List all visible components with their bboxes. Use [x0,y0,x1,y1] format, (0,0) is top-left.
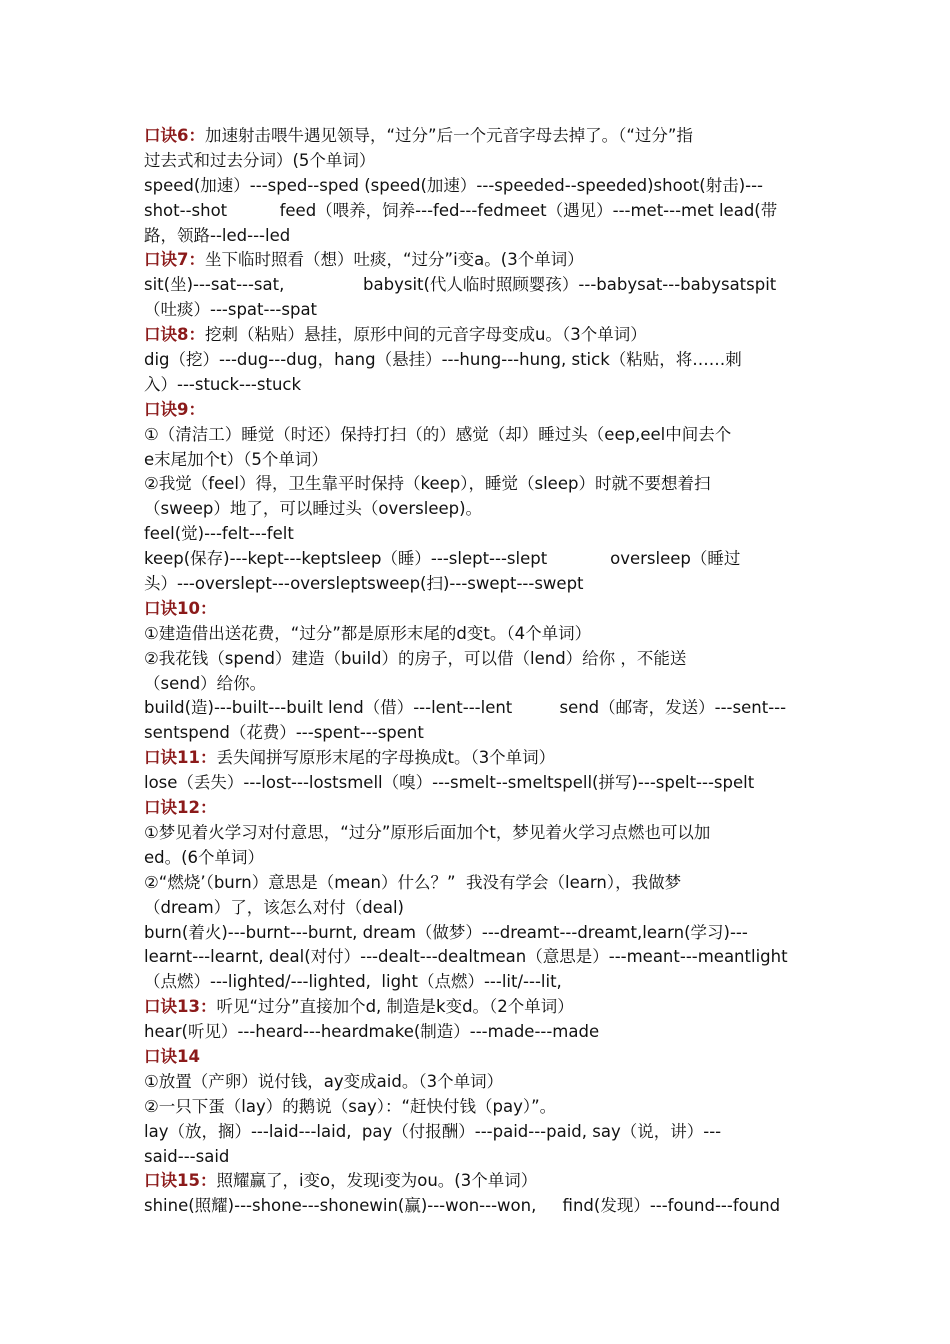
body-line: ①放置（产卵）说付钱，ay变成aid。（3个单词） [144,1071,504,1091]
body-line: e末尾加个t）（5个单词） [144,449,328,469]
body-line: shine(照耀)---shone---shonewin(赢)---won---won, find(发现）---found---found [144,1196,781,1216]
body-line: hear(听见）---heard---heardmake(制造）---made---made [144,1022,600,1042]
body-line: keep(保存)---kept---keptsleep（睡）---slept---slept oversleep（睡过 [144,549,741,569]
body-line: ②我觉（feel）得，卫生靠平时保持（keep），睡觉（sleep）时就不要想着扫 [144,474,711,494]
mnemonic-label: 口诀12： [144,798,217,818]
mnemonic-description: 照耀赢了，i变o，发现i变为ou。(3个单词） [216,1171,538,1191]
body-line: ①（清洁工）睡觉（时还）保持打扫（的）感觉（却）睡过头（eep,eel中间去个 [144,424,732,444]
mnemonic-description: 挖刺（粘贴）悬挂，原形中间的元音字母变成u。（3个单词） [204,325,647,345]
mnemonic-label: 口诀10： [144,598,217,618]
body-line: lose（丢失）---lost---lostsmell（嗅）---smelt--smeltspell(拼写)---spelt---spelt [144,773,755,793]
mnemonic-label: 口诀6： [144,126,205,145]
body-line: ①建造借出送花费，“过分”都是原形末尾的d变t。（4个单词） [144,623,592,643]
body-line: said---said [144,1146,230,1166]
mnemonic-label: 口诀7： [144,250,205,270]
body-line: learnt---learnt, deal(对付）---dealt---dealtmean（意思是）---meant---meantlight [144,947,788,967]
body-line: sit(坐)---sat---sat, babysit(代人临时照顾婴孩）---babysat---babysatspit [144,275,777,295]
mnemonic-heading [144,796,806,821]
mnemonic-description: 丢失闻拼写原形末尾的字母换成t。（3个单词） [216,748,556,768]
mnemonic-description: 坐下临时照看（想）吐痰，“过分”i变a。(3个单词） [204,250,584,270]
mnemonic-heading [144,1169,806,1194]
body-line: （点燃）---lighted/---lighted, light（点燃）---lit/---lit, [144,972,562,992]
body-line: 入）---stuck---stuck [144,374,302,394]
body-line: ed。(6个单词） [144,847,265,867]
mnemonic-heading [144,1045,806,1070]
body-line: 过去式和过去分词）(5个单词） [144,150,376,170]
document-body [144,124,806,1219]
body-line: speed(加速）---sped--sped (speed(加速）---speeded--speeded)shoot(射击)--- [144,175,764,195]
mnemonic-heading [144,124,806,149]
mnemonic-heading [144,995,806,1020]
body-line: burn(着火)---burnt---burnt, dream（做梦）---dreamt---dreamt,learn(学习)--- [144,922,748,942]
body-line: ②我花钱（spend）建造（build）的房子，可以借（lend）给你 ，不能送 [144,648,687,668]
mnemonic-label: 口诀13： [144,997,217,1017]
mnemonic-label: 口诀11： [144,748,217,768]
mnemonic-label: 口诀8： [144,325,205,345]
body-line: lay（放，搁）---laid---laid, pay（付报酬）---paid---paid, say（说，讲）--- [144,1121,722,1141]
mnemonic-label: 口诀9： [144,399,205,419]
mnemonic-heading [144,248,806,273]
body-line: sentspend（花费）---spent---spent [144,723,424,743]
body-line: dig（挖）---dug---dug，hang（悬挂）---hung---hung, stick（粘贴，将……刺 [144,350,742,370]
body-line: 路，领路--led---led [144,225,291,245]
body-line: feel(觉)---felt---felt [144,524,294,544]
body-line: ①梦见着火学习对付意思，“过分”原形后面加个t，梦见着火学习点燃也可以加 [144,822,711,842]
mnemonic-heading [144,597,806,622]
body-line: ②一只下蛋（lay）的鹅说（say）：“赶快付钱（pay）”。 [144,1096,557,1116]
mnemonic-heading [144,746,806,771]
body-line: build(造)---built---built lend（借）---lent---lent send（邮寄，发送）---sent--- [144,698,787,718]
mnemonic-heading [144,323,806,348]
mnemonic-heading [144,398,806,423]
body-line: （send）给你。 [144,673,267,693]
body-line: （sweep）地了，可以睡过头（oversleep)。 [144,499,483,519]
mnemonic-description: 听见“过分”直接加个d, 制造是k变d。（2个单词） [216,997,574,1017]
mnemonic-label: 口诀15： [144,1171,217,1191]
body-line: 头）---overslept---oversleptsweep(扫)---swept---swept [144,574,584,594]
body-line: ②“燃烧’（burn）意思是（mean）什么？” 我没有学会（learn），我做梦 [144,872,682,892]
body-line: shot--shot feed（喂养，饲养---fed---fedmeet（遇见）---met---met lead(带 [144,200,778,220]
body-line: （吐痰）---spat---spat [144,300,318,320]
body-line: （dream）了，该怎么对付（deal) [144,897,404,917]
mnemonic-description: 加速射击喂牛遇见领导，“过分”后一个元音字母去掉了。（“过分”指 [204,126,693,145]
mnemonic-label: 口诀14 [144,1046,200,1066]
